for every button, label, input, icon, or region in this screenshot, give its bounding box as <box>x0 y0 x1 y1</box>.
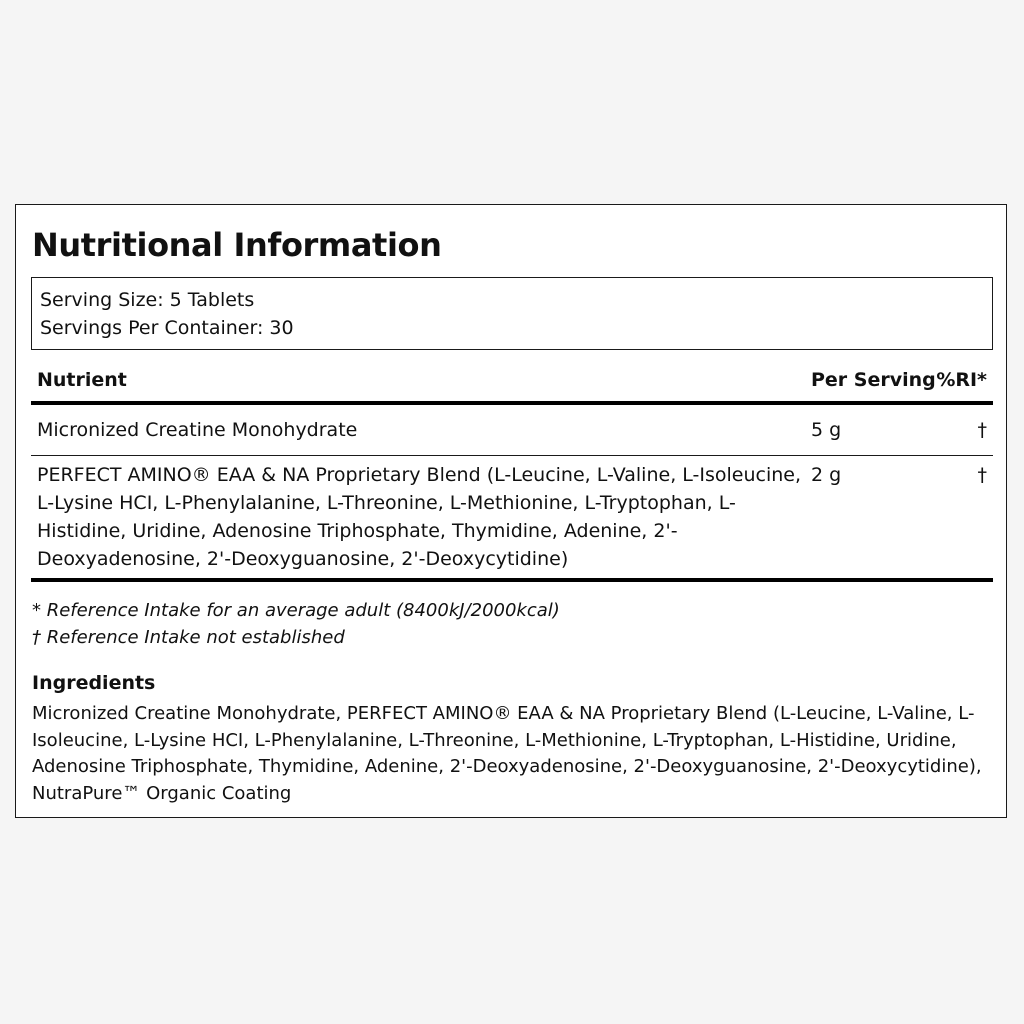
header-nutrient: Nutrient <box>37 369 127 391</box>
serving-info-box <box>31 277 993 350</box>
header-ri: %RI* <box>936 369 987 391</box>
header-per-serving: Per Serving <box>811 369 936 391</box>
ingredients-heading: Ingredients <box>32 672 156 694</box>
table-row <box>31 456 993 582</box>
footnote-ri: * Reference Intake for an average adult (8400kJ/2000kcal) <box>32 600 560 621</box>
page-title: Nutritional Information <box>32 226 442 264</box>
ri-value: † <box>977 464 987 486</box>
nutrient-name: PERFECT AMINO® EAA & NA Proprietary Blend (L-Leucine, L-Valine, L-Isoleucine, L-Lysine HCI, L-Phenylalanine, L-Threonine, L-Methionine, L-Tryptophan, L-Histidine, Uridine, Adenosine Triphosphate, Thymidine, Adenine, 2'-Deoxyadenosine, 2'-Deoxyguanosine, 2'-Deoxycytidine) <box>37 464 802 570</box>
nutrition-panel <box>15 204 1007 818</box>
serving-size: Serving Size: 5 Tablets <box>40 289 255 311</box>
nutrient-table <box>31 365 993 582</box>
per-serving-value: 5 g <box>811 419 842 441</box>
servings-per-container: Servings Per Container: 30 <box>40 317 294 339</box>
ri-value: † <box>977 419 987 441</box>
table-header <box>31 365 993 405</box>
footnotes <box>32 597 560 651</box>
ingredients-text: Micronized Creatine Monohydrate, PERFECT AMINO® EAA & NA Proprietary Blend (L-Leucine, L-Valine, L-Isoleucine, L-Lysine HCI, L-Phenylalanine, L-Threonine, L-Methionine, L-Tryptophan, L-Histidine, Uridine, Adenosine Triphosphate, Thymidine, Adenine, 2'-Deoxyadenosine, 2'-Deoxyguanosine, 2'-Deoxycytidine), NutraPure™ Organic Coating <box>32 703 982 804</box>
footnote-not-established: † Reference Intake not established <box>32 627 345 648</box>
nutrient-name: Micronized Creatine Monohydrate <box>37 419 358 441</box>
per-serving-value: 2 g <box>811 464 842 486</box>
table-row <box>31 405 993 456</box>
